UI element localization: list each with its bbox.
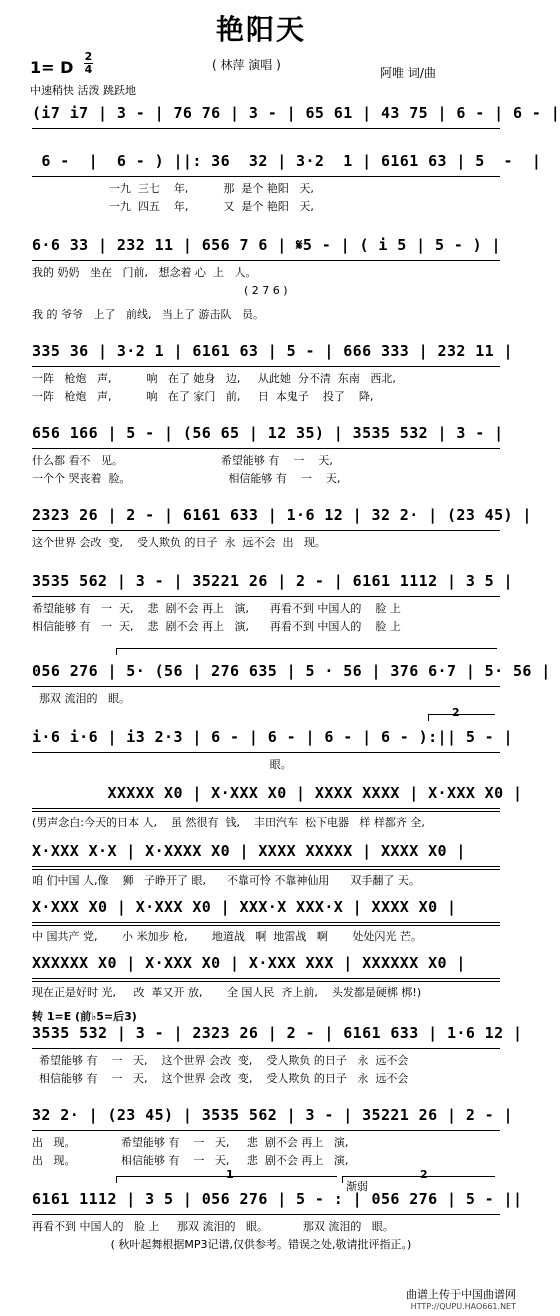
recitation-text: 咱 们中国 人,像 狮 子睁开了 眼, 不靠可怜 不靠神仙用 双手翻了 天。	[32, 874, 420, 887]
notation-line: 3535 562 | 3 - | 35221 26 | 2 - | 6161 1112 | 3 5 |	[32, 572, 513, 590]
tempo-marking: 中速稍快 活泼 跳跃地	[30, 84, 136, 97]
lyric-verse-2: 一九 四五 年, 又 是个 艳阳 天,	[32, 200, 314, 213]
song-title: 艳阳天	[215, 13, 306, 46]
beam-line-double	[32, 811, 500, 812]
beam-line	[32, 366, 500, 367]
notation-line: 32 2· | (23 45) | 3535 562 | 3 - | 35221 26 | 2 - |	[32, 1106, 513, 1124]
rhythm-line: XXXXX X0 | X·XXX X0 | XXXX XXXX | X·XXX X0 |	[32, 784, 523, 802]
site-url: HTTP://QUPU.HAO661.NET	[410, 1302, 516, 1311]
beam-line	[32, 922, 500, 923]
lyric-verse-1: 希望能够 有 一 天, 悲 剧不会 再上 演, 再看不到 中国人的 脸 上	[32, 602, 401, 615]
time-signature	[84, 52, 93, 75]
beam-line	[32, 176, 500, 177]
grace-note-group: ( 2 7 6 )	[244, 284, 288, 297]
volta-bracket-2	[428, 714, 495, 721]
dynamic-marking: 渐弱	[346, 1180, 368, 1193]
lyric-verse-1: 我的 奶奶 坐在 门前, 想念着 心 上 人。	[32, 266, 257, 279]
recitation-text: 现在正是好时 光, 改 革又开 放, 全 国人民 齐上前, 头发都是硬梆 梆!)	[32, 986, 422, 999]
recitation-text: (男声念白:今天的日本 人, 虽 然很有 钱, 丰田汽车 松下电器 样 样都齐 全,	[32, 816, 425, 829]
time-sig-top: 2	[84, 50, 93, 63]
notation-line: 056 276 | 5· (56 | 276 635 | 5 · 56 | 376 6·7 | 5· 56 |	[32, 662, 551, 680]
lyric-verse-1: 什么都 看不 见。 希望能够 有 一 天,	[32, 454, 333, 467]
beam-line-double	[32, 869, 500, 870]
beam-line	[32, 752, 500, 753]
beam-line	[32, 1048, 500, 1049]
lyric-verse-1: 一九 三七 年, 那 是个 艳阳 天,	[32, 182, 314, 195]
key-signature: 1= D	[30, 58, 74, 77]
beam-line	[32, 1130, 500, 1131]
recitation-text: 中 国共产 党, 小 米加步 枪, 地道战 啊 地雷战 啊 处处闪光 芒。	[32, 930, 422, 943]
lyric-verse-1: 出 现。 希望能够 有 一 天, 悲 剧不会 再上 演,	[32, 1136, 349, 1149]
notation-line: 6·6 33 | 232 11 | 656 7 6 | 𝄋5 - | ( i 5 | 5 - ) |	[32, 236, 501, 254]
volta-number: 2	[452, 706, 460, 719]
modulation-marking: 转 1=E (前♭5=后3)	[32, 1010, 137, 1023]
beam-line	[32, 866, 500, 867]
lyric-verse-1: 一阵 枪炮 声, 响 在了 她身 边, 从此她 分不清 东南 西北,	[32, 372, 396, 385]
lyric-verse-1: 再看不到 中国人的 脸 上 那双 流泪的 眼。 那双 流泪的 眼。	[32, 1220, 394, 1233]
beam-line	[32, 808, 500, 809]
lyric-verse-2: 出 现。 相信能够 有 一 天, 悲 剧不会 再上 演,	[32, 1154, 349, 1167]
lyric-verse-2: 相信能够 有 一 天, 悲 剧不会 再上 演, 再看不到 中国人的 脸 上	[32, 620, 401, 633]
beam-line-double	[32, 925, 500, 926]
beam-line	[32, 128, 500, 129]
notation-line: 2323 26 | 2 - | 6161 633 | 1·6 12 | 32 2· | (23 45) |	[32, 506, 532, 524]
site-watermark: 曲谱上传于中国曲谱网	[406, 1288, 516, 1301]
phrase-bracket	[116, 648, 497, 655]
lyric-verse-1: 那双 流泪的 眼。	[32, 692, 130, 705]
lyric-verse-2: 一阵 枪炮 声, 响 在了 家门 前, 日 本鬼子 投了 降,	[32, 390, 374, 403]
lyric-verse-2: 我 的 爷爷 上了 前线, 当上了 游击队 员。	[32, 308, 264, 321]
rhythm-line: X·XXX X·X | X·XXXX X0 | XXXX XXXXX | XXXX X0 |	[32, 842, 466, 860]
transcriber-note: ( 秋叶起舞根据MP3记谱,仅供参考。错误之处,敬请批评指正。)	[110, 1238, 412, 1251]
author-credit: 阿唯 词/曲	[380, 66, 436, 80]
notation-line: 6161 1112 | 3 5 | 056 276 | 5 - : | 056 276 | 5 - ||	[32, 1190, 523, 1208]
beam-line	[32, 686, 500, 687]
singer-credit: ( 林萍 演唱 )	[212, 58, 281, 72]
beam-line	[32, 530, 500, 531]
notation-line: 6 - | 6 - ) ||: 36 32 | 3·2 1 | 6161 63 | 5 - |	[32, 152, 542, 170]
beam-line	[32, 1214, 500, 1215]
rhythm-line: X·XXX X0 | X·XXX X0 | XXX·X XXX·X | XXXX X0 |	[32, 898, 457, 916]
lyric-verse-2: 一个个 哭丧着 脸。 相信能够 有 一 天,	[32, 472, 341, 485]
time-sig-bottom: 4	[84, 63, 93, 76]
notation-line: i·6 i·6 | i3 2·3 | 6 - | 6 - | 6 - | 6 - ):|| 5 - |	[32, 728, 513, 746]
beam-line-double	[32, 981, 500, 982]
beam-line	[32, 978, 500, 979]
lyric-verse-2: 相信能够 有 一 天, 这个世界 会改 变, 受人欺负 的日子 永 远不会	[32, 1072, 409, 1085]
beam-line	[32, 596, 500, 597]
lyric-verse-1: 希望能够 有 一 天, 这个世界 会改 变, 受人欺负 的日子 永 远不会	[32, 1054, 409, 1067]
notation-line: (i7 i7 | 3 - | 76 76 | 3 - | 65 61 | 43 75 | 6 - | 6 - |	[32, 104, 560, 122]
beam-line	[32, 448, 500, 449]
lyric-verse-1: 这个世界 会改 变, 受人欺负 的日子 永 远不会 出 现。	[32, 536, 326, 549]
rhythm-line: XXXXXX X0 | X·XXX X0 | X·XXX XXX | XXXXXX X0 |	[32, 954, 466, 972]
lyric-verse-1: 眼。	[32, 758, 292, 771]
volta-number: 2	[420, 1168, 428, 1181]
notation-line: 3535 532 | 3 - | 2323 26 | 2 - | 6161 633 | 1·6 12 |	[32, 1024, 523, 1042]
volta-number: 1	[226, 1168, 234, 1181]
notation-line: 656 166 | 5 - | (56 65 | 12 35) | 3535 532 | 3 - |	[32, 424, 504, 442]
beam-line	[32, 260, 500, 261]
notation-line: 335 36 | 3·2 1 | 6161 63 | 5 - | 666 333 | 232 11 |	[32, 342, 513, 360]
